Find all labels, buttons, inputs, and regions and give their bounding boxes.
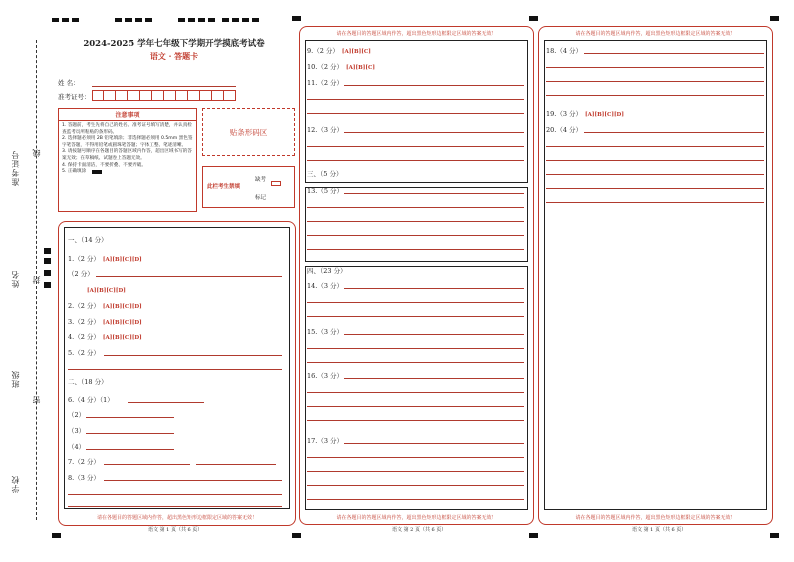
answer-line[interactable]	[68, 506, 282, 507]
warning-text: 请在各题目的答题区域内作答，超出黑色矩形边框限定区域的答案无效！	[336, 515, 497, 521]
absent-label: 缺考	[255, 177, 267, 183]
answer-line[interactable]	[96, 276, 282, 277]
absent-box	[202, 166, 295, 208]
question-7: 7.（2 分）	[68, 458, 100, 466]
choice-options[interactable]: [A][B][C][D]	[585, 112, 624, 118]
answer-line[interactable]	[68, 369, 282, 370]
choice-options[interactable]: [A][B][C][D]	[87, 288, 126, 294]
answer-line[interactable]	[546, 202, 764, 203]
section-1-title: 一、（14 分）	[68, 236, 108, 244]
page-footer: 语文 第 2 页（共 6 页）	[392, 527, 447, 533]
answer-line[interactable]	[104, 480, 282, 481]
answer-line[interactable]	[344, 85, 524, 86]
answer-line[interactable]	[307, 235, 524, 236]
choice-options[interactable]: [A][B][C][D]	[102, 320, 142, 326]
notice-item: 4. 保持卡面清洁，不要折叠、不要弄破。	[62, 162, 146, 168]
answer-line[interactable]	[307, 249, 524, 250]
answer-line[interactable]	[546, 160, 764, 161]
name-field[interactable]	[92, 86, 236, 87]
choice-options[interactable]: [A][B][C]	[346, 65, 375, 71]
answer-line[interactable]	[546, 81, 764, 82]
page-footer: 语文 第 1 页（共 6 页）	[632, 527, 687, 533]
answer-line[interactable]	[307, 392, 524, 393]
corner-marker	[292, 16, 301, 21]
question-11: 11.（2 分）	[307, 79, 344, 87]
question-8: 8.（3 分）	[68, 474, 100, 482]
answer-line[interactable]	[307, 362, 524, 363]
side-label-class: 班级	[11, 370, 20, 388]
answer-line[interactable]	[546, 95, 764, 96]
question-6-4: （4）	[68, 443, 86, 451]
warning-text: 请在各题目的答题区域内作答，超出黑色矩形边框限定区域的答案无效！	[336, 31, 497, 37]
question-12: 12.（3 分）	[307, 126, 344, 134]
corner-marker	[770, 16, 779, 21]
page-subtitle: 语文 · 答题卡	[149, 51, 199, 61]
answer-line[interactable]	[344, 334, 524, 335]
side-line-label: 线	[32, 148, 41, 157]
answer-line[interactable]	[344, 443, 524, 444]
answer-line[interactable]	[307, 406, 524, 407]
question-20: 20.（4 分）	[546, 126, 583, 134]
answer-line[interactable]	[86, 449, 174, 450]
question-5: 5.（2 分）	[68, 349, 100, 357]
top-marker	[115, 18, 152, 22]
side-marker	[44, 282, 51, 288]
question-2: 2.（2 分） [A][B][C][D]	[68, 302, 142, 310]
absent-mark-label: 标记	[255, 195, 267, 201]
answer-line[interactable]	[546, 188, 764, 189]
question-14: 14.（3 分）	[307, 282, 344, 290]
answer-line[interactable]	[307, 499, 524, 500]
notice-item: 5. 正确填涂	[62, 169, 87, 175]
side-seal-label: 封	[32, 275, 41, 284]
answer-line[interactable]	[546, 67, 764, 68]
answer-line[interactable]	[307, 99, 524, 100]
question-1b: （2 分）	[68, 270, 94, 278]
page-footer: 语文 第 1 页（共 6 页）	[148, 527, 203, 533]
corner-marker	[529, 16, 538, 21]
answer-line[interactable]	[344, 378, 524, 379]
choice-options[interactable]: [A][B][C][D]	[102, 257, 142, 263]
answer-line[interactable]	[307, 348, 524, 349]
answer-line[interactable]	[307, 420, 524, 421]
page-title: 2024-2025 学年七年级下学期开学摸底考试卷	[83, 39, 265, 49]
absent-notice: 此栏考生禁填	[207, 184, 241, 190]
answer-line[interactable]	[307, 302, 524, 303]
question-6-2: （2）	[68, 411, 86, 419]
id-label: 准考证号：	[58, 93, 91, 101]
barcode-area: 贴条形码区	[202, 108, 295, 156]
answer-line[interactable]	[307, 485, 524, 486]
notice-item: 1. 答题前，考生先将自己的姓名、准考证号填写清楚，并认真检查监考员所粘贴的条形码。	[62, 123, 192, 135]
notice-box	[58, 108, 197, 212]
question-6-3: （3）	[68, 427, 86, 435]
answer-panel-2	[299, 26, 534, 525]
corner-marker	[529, 533, 538, 538]
choice-options[interactable]: [A][B][C]	[341, 49, 371, 55]
top-marker	[178, 18, 215, 22]
answer-line[interactable]	[584, 132, 764, 133]
id-boxes[interactable]	[92, 90, 236, 101]
question-4: 4.（2 分） [A][B][C][D]	[68, 333, 142, 341]
answer-line[interactable]	[104, 464, 190, 465]
answer-line[interactable]	[307, 160, 524, 161]
side-label-id: 准考证号	[11, 150, 20, 186]
answer-line[interactable]	[307, 207, 524, 208]
side-label-name: 姓名	[11, 270, 20, 288]
top-marker	[52, 18, 79, 22]
top-marker	[222, 18, 259, 22]
answer-line[interactable]	[307, 146, 524, 147]
answer-line[interactable]	[546, 174, 764, 175]
answer-line[interactable]	[307, 316, 524, 317]
answer-frame	[305, 187, 528, 262]
answer-line[interactable]	[196, 464, 276, 465]
question-13: 13.（5 分）	[307, 187, 344, 195]
question-18: 18.（4 分）	[546, 47, 583, 55]
answer-frame	[64, 227, 290, 509]
answer-line[interactable]	[86, 417, 174, 418]
question-19: 19.（3 分） [A][B][C][D]	[546, 110, 624, 118]
notice-item: 2. 选择题必须用 2B 铅笔填涂；非选择题必须用 0.5mm 黑色签字笔答题，不得用铅笔或圆珠笔答题；字体工整、笔迹清晰。	[62, 136, 193, 148]
corner-marker	[770, 533, 779, 538]
absent-checkbox[interactable]	[271, 181, 281, 186]
warning-text: 请在各题目的答题区域内作答，超出黑色矩形边框限定区域的答案无效！	[575, 31, 736, 37]
answer-panel-3	[538, 26, 773, 525]
question-15: 15.（3 分）	[307, 328, 344, 336]
question-1b-options	[84, 286, 126, 294]
answer-line[interactable]	[68, 494, 282, 495]
answer-line[interactable]	[307, 471, 524, 472]
filled-sample-icon	[92, 170, 102, 174]
answer-line[interactable]	[344, 132, 524, 133]
warning-text: 请在各题目的答题区域内作答，超出黑色矩形边框限定区域的答案无效！	[575, 515, 736, 521]
answer-line[interactable]	[584, 53, 764, 54]
answer-line[interactable]	[307, 221, 524, 222]
section-4-title: 四、（23 分）	[307, 267, 347, 275]
answer-line[interactable]	[307, 113, 524, 114]
side-dense-label: 密	[32, 395, 41, 404]
answer-line[interactable]	[86, 433, 174, 434]
section-2-title: 二、（18 分）	[68, 378, 108, 386]
answer-line[interactable]	[344, 288, 524, 289]
side-label-school: 学校	[11, 475, 20, 493]
question-3: 3.（2 分） [A][B][C][D]	[68, 318, 142, 326]
warning-text: 请在各题目的答题区域内作答，超出黑色矩形边框限定区域的答案无效！	[96, 515, 257, 521]
answer-line[interactable]	[546, 146, 764, 147]
side-marker	[44, 270, 51, 276]
question-6: 6.（4 分）（1）	[68, 396, 114, 404]
answer-line[interactable]	[104, 355, 282, 356]
section-3-title: 三、（5 分）	[307, 170, 343, 178]
side-marker	[44, 248, 51, 254]
question-1: 1.（2 分） [A][B][C][D]	[68, 255, 142, 263]
notice-title: 注意事项	[59, 109, 196, 121]
side-marker	[44, 258, 51, 264]
question-16: 16.（3 分）	[307, 372, 344, 380]
notice-item: 3. 请按题号顺序在各题目的答题区域内作答，超出区域书写的答案无效；在草稿纸、试题卷上答题无效。	[62, 149, 192, 161]
question-9: 9.（2 分） [A][B][C]	[307, 47, 371, 55]
answer-line[interactable]	[307, 457, 524, 458]
answer-line[interactable]	[344, 193, 524, 194]
choice-options[interactable]: [A][B][C][D]	[102, 304, 142, 310]
question-10: 10.（2 分） [A][B][C]	[307, 63, 375, 71]
answer-line[interactable]	[128, 402, 204, 403]
corner-marker	[292, 533, 301, 538]
corner-marker	[52, 533, 61, 538]
choice-options[interactable]: [A][B][C][D]	[102, 335, 142, 341]
name-label: 姓 名：	[58, 79, 80, 87]
question-17: 17.（3 分）	[307, 437, 344, 445]
